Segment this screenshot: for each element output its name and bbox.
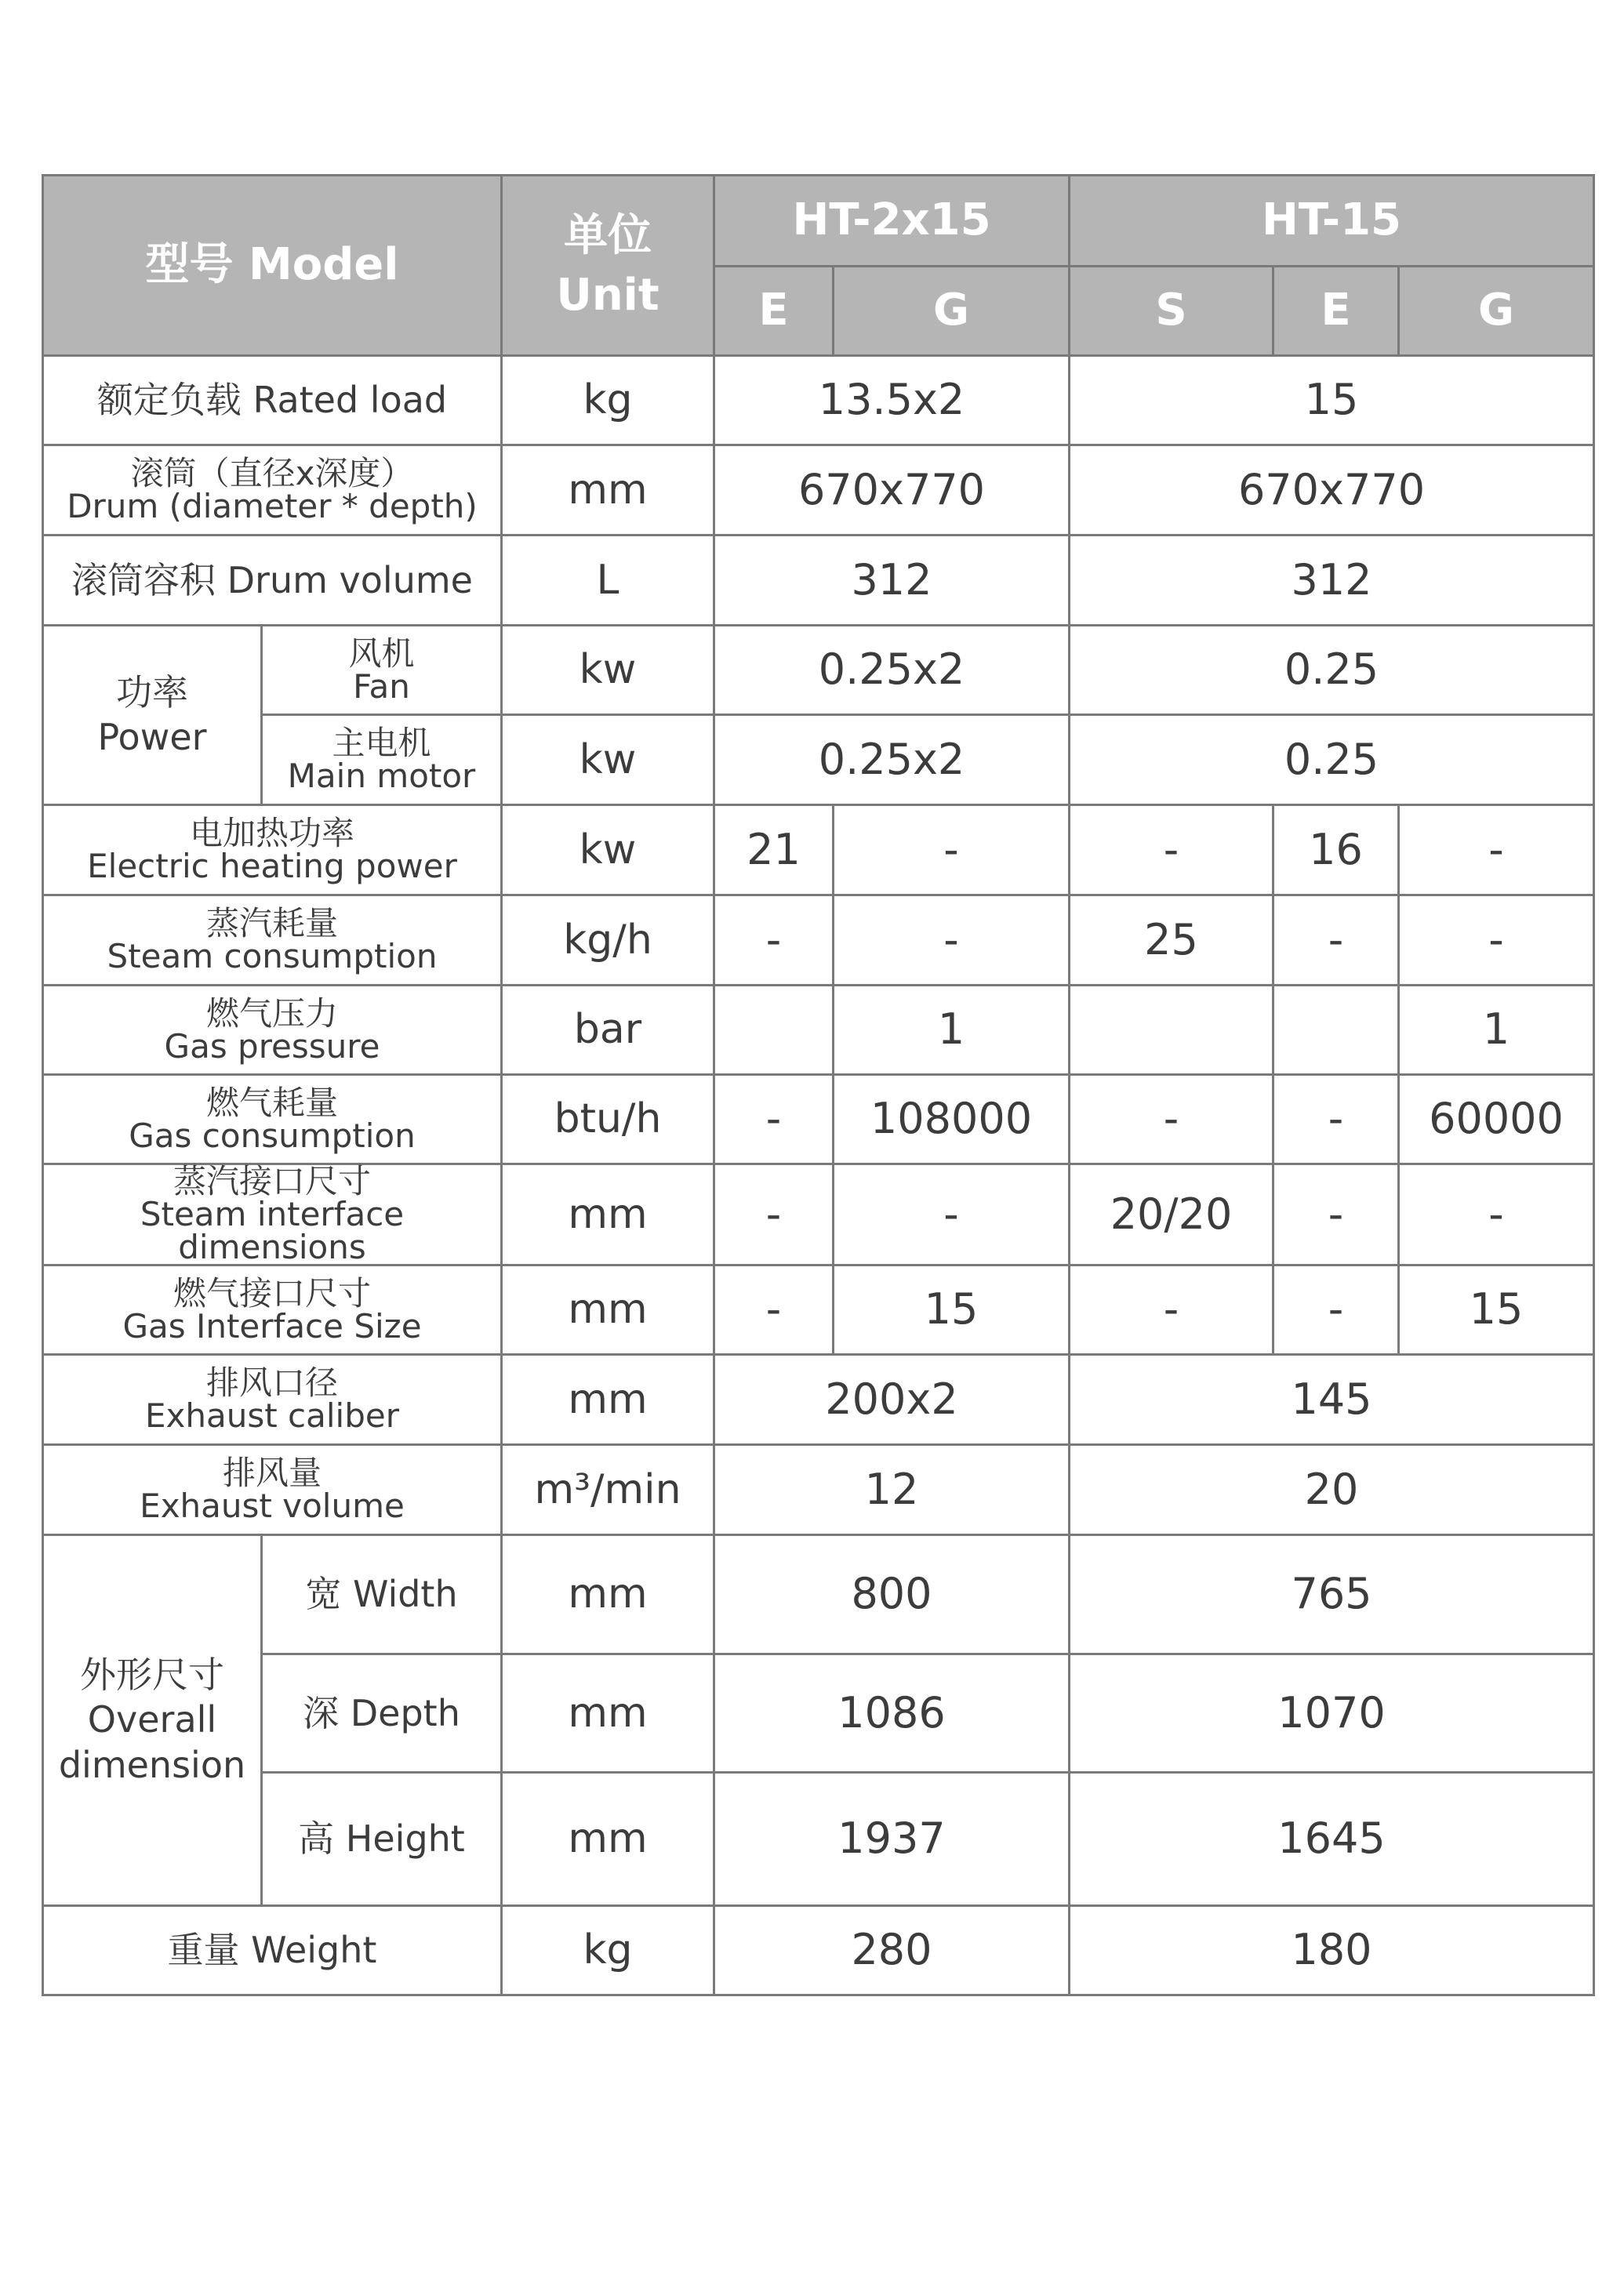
value-cell — [1273, 986, 1399, 1075]
value-cell: - — [1070, 1075, 1273, 1164]
value-cell: - — [834, 895, 1070, 986]
row-label-en: Steam interface dimensions — [140, 1195, 405, 1266]
row-label — [43, 445, 502, 536]
row-unit: kw — [502, 626, 714, 715]
power-group-label — [43, 626, 262, 805]
row-label: 滚筒容积 Drum volume — [43, 536, 502, 626]
row-label-zh: 排风口径 — [205, 1363, 338, 1402]
header-variant: E — [714, 267, 834, 356]
value-cell — [714, 986, 834, 1075]
value-cell: 1 — [1399, 986, 1594, 1075]
value-cell: 60000 — [1399, 1075, 1594, 1164]
value-cell: 13.5x2 — [714, 356, 1070, 445]
value-cell: 108000 — [834, 1075, 1070, 1164]
table-row — [43, 1355, 1594, 1445]
row-label — [43, 1445, 502, 1535]
value-cell: 20/20 — [1070, 1164, 1273, 1265]
row-label-en: Drum (diameter * depth) — [67, 487, 478, 525]
value-cell: - — [834, 805, 1070, 895]
overall-group-en: Overall — [87, 1698, 217, 1741]
value-cell: - — [1070, 1265, 1273, 1355]
power-group-en: Power — [97, 716, 207, 758]
overall-group-en: dimension — [58, 1743, 246, 1786]
row-label: 额定负载 Rated load — [43, 356, 502, 445]
value-cell: - — [714, 1164, 834, 1265]
table-row — [43, 1654, 1594, 1773]
value-cell: 1086 — [714, 1654, 1070, 1773]
row-label-en: Gas pressure — [164, 1026, 380, 1066]
table-row — [43, 895, 1594, 986]
header-unit-en: Unit — [556, 269, 659, 321]
row-label — [262, 626, 502, 715]
row-label-en: Exhaust caliber — [144, 1396, 399, 1435]
table-row — [43, 356, 1594, 445]
row-unit: m³/min — [502, 1445, 714, 1535]
header-row-1 — [43, 176, 1594, 267]
table-row — [43, 1265, 1594, 1355]
row-label-zh: 风机 — [348, 634, 415, 673]
value-cell: 1645 — [1070, 1773, 1594, 1906]
row-unit: btu/h — [502, 1075, 714, 1164]
value-cell — [1070, 986, 1273, 1075]
value-cell: 20 — [1070, 1445, 1594, 1535]
row-unit: kg — [502, 356, 714, 445]
row-label-en: Main motor — [287, 757, 476, 795]
table-row — [43, 445, 1594, 536]
table-row — [43, 715, 1594, 805]
row-label — [262, 715, 502, 805]
row-unit: mm — [502, 1164, 714, 1265]
table-row — [43, 1535, 1594, 1654]
value-cell: - — [834, 1164, 1070, 1265]
row-label — [43, 1164, 502, 1265]
row-label — [43, 986, 502, 1075]
row-unit: kw — [502, 715, 714, 805]
value-cell: 765 — [1070, 1535, 1594, 1654]
row-label-zh: 滚筒（直径x深度） — [130, 454, 414, 492]
header-variant: G — [1399, 267, 1594, 356]
row-label: 宽 Width — [262, 1535, 502, 1654]
row-label-zh: 燃气压力 — [205, 993, 338, 1033]
value-cell: 25 — [1070, 895, 1273, 986]
row-label: 深 Depth — [262, 1654, 502, 1773]
value-cell: 1 — [834, 986, 1070, 1075]
row-unit: bar — [502, 986, 714, 1075]
value-cell: 12 — [714, 1445, 1070, 1535]
table-row — [43, 1075, 1594, 1164]
header-variant: G — [834, 267, 1070, 356]
value-cell: 0.25x2 — [714, 626, 1070, 715]
row-label-zh: 蒸汽耗量 — [205, 904, 338, 942]
row-label-zh: 蒸汽接口尺寸 — [173, 1162, 371, 1200]
row-label — [43, 1265, 502, 1355]
value-cell: - — [1273, 895, 1399, 986]
header-group-ht-2x15: HT-2x15 — [714, 176, 1070, 267]
row-label-zh: 电加热功率 — [189, 814, 354, 852]
value-cell: 145 — [1070, 1355, 1594, 1445]
value-cell: - — [714, 895, 834, 986]
row-label-en: Steam consumption — [107, 937, 438, 975]
header-model: 型号 Model — [43, 176, 502, 356]
row-label-zh: 燃气接口尺寸 — [173, 1273, 371, 1313]
row-label-zh: 主电机 — [332, 724, 431, 762]
spec-table — [42, 174, 1595, 1996]
value-cell: 670x770 — [1070, 445, 1594, 536]
row-label-en: Gas Interface Size — [122, 1306, 422, 1345]
header-group-ht-15: HT-15 — [1070, 176, 1594, 267]
row-unit: mm — [502, 1773, 714, 1906]
value-cell: - — [714, 1265, 834, 1355]
row-unit: mm — [502, 1535, 714, 1654]
header-variant: S — [1070, 267, 1273, 356]
value-cell: 200x2 — [714, 1355, 1070, 1445]
value-cell: 800 — [714, 1535, 1070, 1654]
value-cell: 15 — [1070, 356, 1594, 445]
value-cell: 15 — [1399, 1265, 1594, 1355]
row-label — [43, 1355, 502, 1445]
row-unit: mm — [502, 1355, 714, 1445]
value-cell: 312 — [1070, 536, 1594, 626]
value-cell: 1070 — [1070, 1654, 1594, 1773]
row-unit: mm — [502, 1654, 714, 1773]
row-label-en: Exhaust volume — [140, 1487, 405, 1525]
row-label-zh: 燃气耗量 — [205, 1083, 338, 1122]
row-unit: kg — [502, 1906, 714, 1995]
table-row — [43, 986, 1594, 1075]
value-cell: - — [1273, 1164, 1399, 1265]
table-row — [43, 1773, 1594, 1906]
row-unit: kw — [502, 805, 714, 895]
row-label: 重量 Weight — [43, 1906, 502, 1995]
value-cell: - — [714, 1075, 834, 1164]
value-cell: 21 — [714, 805, 834, 895]
header-unit — [502, 176, 714, 356]
row-label-en: Fan — [353, 666, 410, 706]
table-row — [43, 536, 1594, 626]
row-label-en: Electric heating power — [87, 847, 457, 885]
power-group-zh: 功率 — [116, 670, 188, 713]
value-cell: - — [1399, 805, 1594, 895]
table-row — [43, 1164, 1594, 1265]
value-cell: 312 — [714, 536, 1070, 626]
value-cell: 670x770 — [714, 445, 1070, 536]
value-cell: - — [1399, 895, 1594, 986]
value-cell: 180 — [1070, 1906, 1594, 1995]
row-label — [43, 805, 502, 895]
row-label-zh: 排风量 — [222, 1454, 322, 1492]
value-cell: 0.25x2 — [714, 715, 1070, 805]
table-row — [43, 1445, 1594, 1535]
header-unit-zh: 单位 — [564, 209, 652, 261]
table-row — [43, 805, 1594, 895]
table-row — [43, 1906, 1594, 1995]
value-cell: 15 — [834, 1265, 1070, 1355]
table-row — [43, 626, 1594, 715]
value-cell: - — [1070, 805, 1273, 895]
row-unit: kg/h — [502, 895, 714, 986]
value-cell: - — [1399, 1164, 1594, 1265]
overall-group-zh: 外形尺寸 — [80, 1653, 224, 1696]
value-cell: 16 — [1273, 805, 1399, 895]
value-cell: 1937 — [714, 1773, 1070, 1906]
value-cell: 0.25 — [1070, 715, 1594, 805]
value-cell: 280 — [714, 1906, 1070, 1995]
row-label — [43, 895, 502, 986]
header-variant: E — [1273, 267, 1399, 356]
row-label-en: Gas consumption — [129, 1116, 416, 1155]
row-unit: L — [502, 536, 714, 626]
row-label — [43, 1075, 502, 1164]
value-cell: 0.25 — [1070, 626, 1594, 715]
overall-group-label — [43, 1535, 262, 1906]
row-unit: mm — [502, 1265, 714, 1355]
row-label: 高 Height — [262, 1773, 502, 1906]
value-cell: - — [1273, 1265, 1399, 1355]
value-cell: - — [1273, 1075, 1399, 1164]
row-unit: mm — [502, 445, 714, 536]
